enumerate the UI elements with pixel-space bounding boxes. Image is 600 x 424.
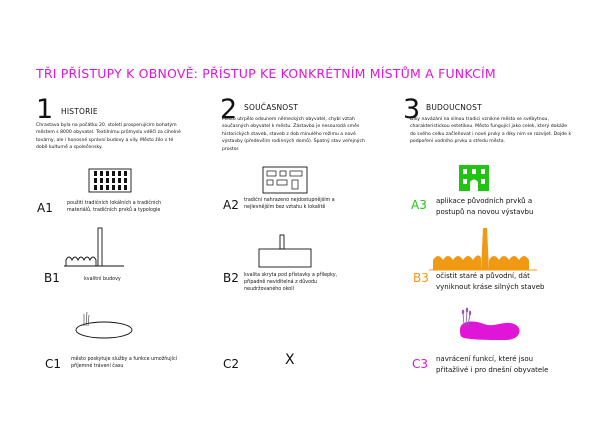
item-code-c1: C1 <box>45 357 62 371</box>
item-text-b3: očistit staré a původní, dát vyniknout kráse silných staveb <box>436 272 545 291</box>
hidden-factory-icon <box>258 234 312 270</box>
orange-factory-icon <box>425 226 545 272</box>
pond-icon <box>72 306 136 340</box>
modern-building-icon <box>262 166 308 194</box>
column-number-3: 3 <box>403 94 421 125</box>
item-code-a3: A3 <box>411 198 427 212</box>
item-text-a3: aplikace původních prvků a postupů na novou výstavbu <box>436 197 534 216</box>
magenta-pond-icon <box>454 306 524 342</box>
item-text-c1: město poskytuje služby a funkce umožňující příjemné trávení času <box>71 357 177 370</box>
item-code-b1: B1 <box>44 271 60 285</box>
column-number-1: 1 <box>36 94 54 125</box>
historic-building-icon <box>88 167 132 193</box>
factory-icon <box>64 226 126 272</box>
column-number-2: 2 <box>220 94 238 125</box>
column-heading-budoucnost: BUDOUCNOST <box>426 103 482 112</box>
item-text-b2: kvalita skryta pod přístavky a přílepky, případně neviditelná z důvodu neudržovaného okolí <box>244 273 338 293</box>
page-title: TŘI PŘÍSTUPY K OBNOVĚ: PŘÍSTUP KE KONKRÉTNÍM MÍSTŮM A FUNKCÍM <box>36 66 496 81</box>
item-code-a2: A2 <box>223 198 239 212</box>
item-code-b2: B2 <box>223 271 239 285</box>
item-code-a1: A1 <box>37 201 53 215</box>
item-text-b1: kvalitní budovy <box>84 277 121 282</box>
column-intro-3: Díky navázání na silnou tradici vznikne město se svébytnou, charakteristickou estetikou. Město fungující jako celek, který dokáže do svého celku začleňovat i nové prvky a díky nim se rozvíjet. Dojde k podpoření vodního prvku a středu města. <box>410 117 572 145</box>
item-text-c3: navrácení funkcí, které jsou přitažlivé i pro dnešní obyvatele <box>436 355 549 374</box>
column-intro-2: Město utrpělo odsunem německých obyvatel, chybí vztah současných obyvatel k městu. Zástavba je nesourodá směs historických staveb, staveb z dob minulého režimu a nové výstavby (především rodinných domů). Špatný stav veřejných prostor. <box>222 117 365 152</box>
green-building-icon <box>459 165 489 191</box>
column-heading-soucasnost: SOUČASNOST <box>244 103 299 112</box>
item-text-a2: tradiční nahrazeno nejdostupnějším a nejlevnějším bez vztahu k lokalitě <box>244 198 335 211</box>
item-code-b3: B3 <box>413 271 429 285</box>
item-code-c3: C3 <box>412 357 429 371</box>
item-text-c2: X <box>285 352 295 368</box>
item-code-c2: C2 <box>223 357 240 371</box>
column-heading-historie: HISTORIE <box>61 107 98 116</box>
column-intro-1: Chrastava byla na počátku 20. století prosperujícím bohatým městem s 8000 obyvatel. Textilnímu průmyslu vděčí za cihelné továrny, ale i honosné správní budovy a vily. Město žilo v té době kulturně a společensky. <box>36 123 181 151</box>
item-text-a1: použití tradičních lokálních a tradičních materiálů, tradičních prvků a typologie <box>67 201 162 214</box>
